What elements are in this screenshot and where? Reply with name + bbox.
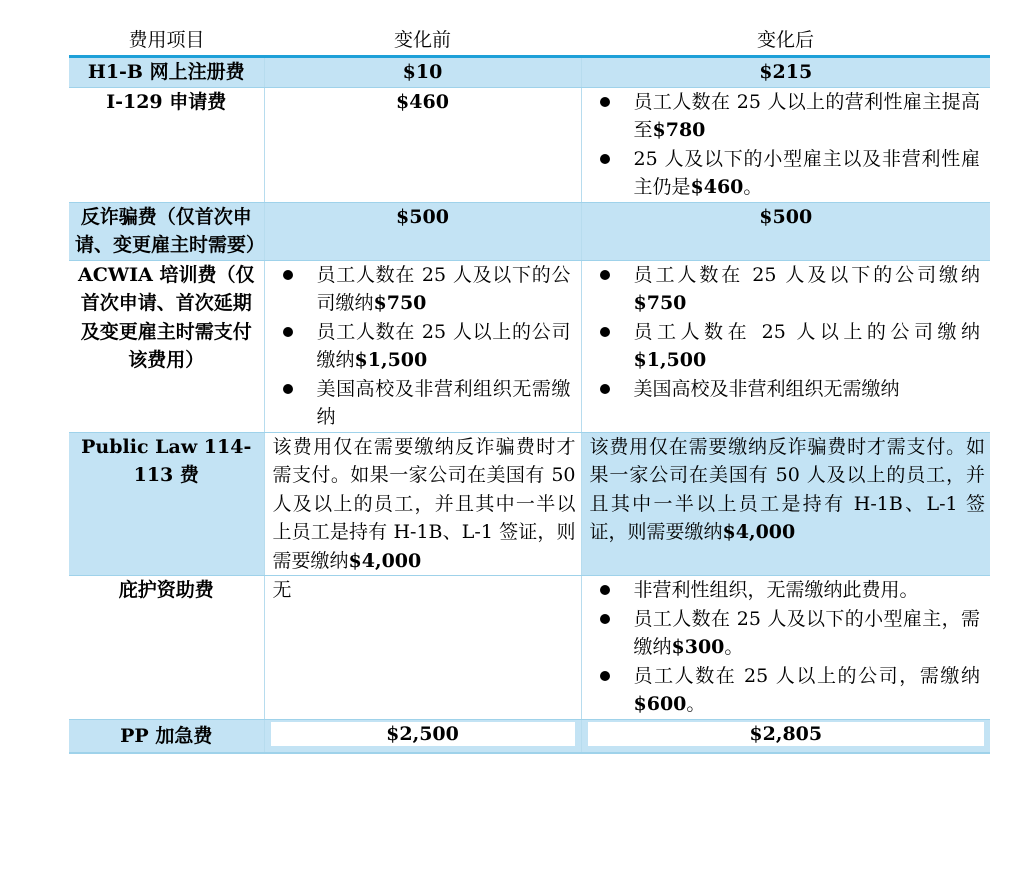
table-row xyxy=(69,202,990,260)
list-item: 员工人数在 25 人以上的公司缴纳$1,500 xyxy=(586,318,987,375)
fee-comparison-table xyxy=(69,25,990,754)
bullet-list xyxy=(586,261,987,404)
fee-name: Public Law 114-113 费 xyxy=(69,432,264,576)
list-item: 员工人数在 25 人及以下的公司缴纳$750 xyxy=(586,261,987,318)
list-item: 员工人数在 25 人及以下的小型雇主，需缴纳$300。 xyxy=(586,605,987,662)
list-item: 美国高校及非营利组织无需缴纳 xyxy=(586,375,987,404)
list-item: 25 人及以下的小型雇主以及非营利性雇主仍是$460。 xyxy=(586,145,987,202)
fee-after: 该费用仅在需要缴纳反诈骗费时才需支付。如果一家公司在美国有 50 人及以上的员工，并且其中一半以上员工是持有 H-1B、L-1 签证，则需要缴纳$4,000 xyxy=(581,432,990,576)
fee-name: 庇护资助费 xyxy=(69,576,264,720)
fee-name: 反诈骗费（仅首次申请、变更雇主时需要） xyxy=(69,202,264,260)
table-row xyxy=(69,576,990,720)
header-fee-item: 费用项目 xyxy=(69,25,264,57)
fee-before: $460 xyxy=(264,87,581,202)
fee-before: 无 xyxy=(264,576,581,720)
fee-after: $500 xyxy=(581,202,990,260)
bullet-list xyxy=(586,576,987,719)
header-row xyxy=(69,25,990,57)
fee-before: $500 xyxy=(264,202,581,260)
fee-name: H1-B 网上注册费 xyxy=(69,57,264,88)
list-item: 员工人数在 25 人及以下的公司缴纳$750 xyxy=(269,261,577,318)
fee-name: I-129 申请费 xyxy=(69,87,264,202)
fee-after: $215 xyxy=(581,57,990,88)
list-item: 员工人数在 25 人以上的公司，需缴纳$600。 xyxy=(586,662,987,719)
fee-before: $10 xyxy=(264,57,581,88)
list-item: 员工人数在 25 人以上的公司缴纳$1,500 xyxy=(269,318,577,375)
list-item: 美国高校及非营利组织无需缴纳 xyxy=(269,375,577,432)
fee-before: $2,500 xyxy=(264,719,581,753)
header-after: 变化后 xyxy=(581,25,990,57)
table-row xyxy=(69,260,990,432)
table-row xyxy=(69,57,990,88)
fee-before: 该费用仅在需要缴纳反诈骗费时才需支付。如果一家公司在美国有 50 人及以上的员工，并且其中一半以上员工是持有 H-1B、L-1 签证，则需要缴纳$4,000 xyxy=(264,432,581,576)
table-row xyxy=(69,432,990,576)
table-row xyxy=(69,719,990,753)
list-item: 非营利性组织，无需缴纳此费用。 xyxy=(586,576,987,605)
table-row xyxy=(69,87,990,202)
bullet-list xyxy=(586,88,987,202)
header-before: 变化前 xyxy=(264,25,581,57)
fee-after xyxy=(581,87,990,202)
fee-name: PP 加急费 xyxy=(69,719,264,753)
fee-before xyxy=(264,260,581,432)
fee-after xyxy=(581,260,990,432)
list-item: 员工人数在 25 人以上的营利性雇主提高至$780 xyxy=(586,88,987,145)
fee-name: ACWIA 培训费（仅首次申请、首次延期及变更雇主时需支付该费用） xyxy=(69,260,264,432)
fee-after: $2,805 xyxy=(581,719,990,753)
bullet-list xyxy=(269,261,577,432)
fee-after xyxy=(581,576,990,720)
